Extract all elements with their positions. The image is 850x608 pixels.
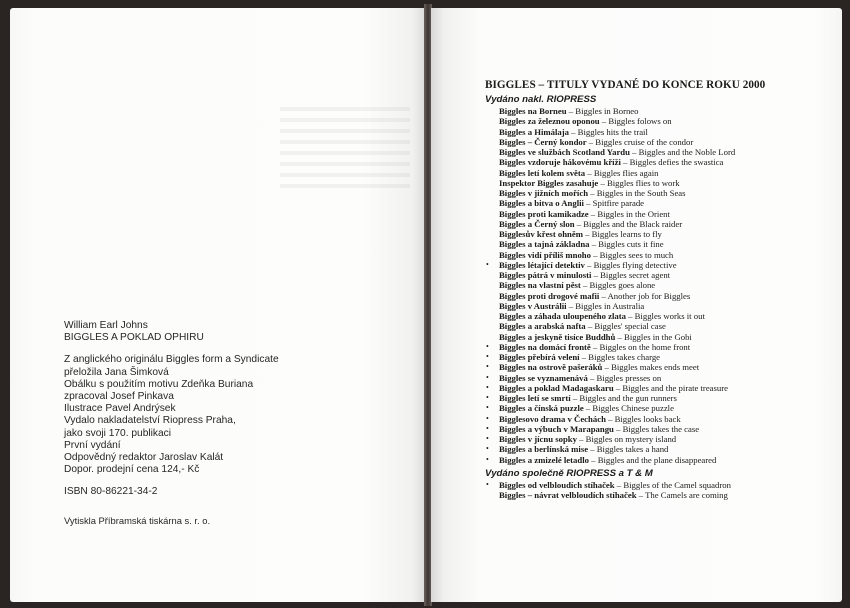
list-item: Biggles letí kolem světa – Biggles flies again bbox=[499, 167, 659, 178]
czech-title: Biggles od velbloudích stíhaček bbox=[499, 479, 615, 490]
list-item: Biggles na vlastní pěst – Biggles goes alone bbox=[499, 280, 656, 291]
czech-title: Biggles vidí příliš mnoho bbox=[499, 249, 591, 260]
czech-title: Biggles na domácí frontě bbox=[499, 341, 591, 352]
czech-title: Biggles a záhada uloupeného zlata bbox=[499, 311, 626, 321]
bullet-icon: • bbox=[486, 341, 489, 351]
original-title: Biggles in the South Seas bbox=[596, 188, 686, 198]
original-title: Biggles of the Camel squadron bbox=[623, 479, 731, 490]
credit-line: Z anglického originálu Biggles form a Syndicate bbox=[64, 354, 279, 366]
bullet-icon: • bbox=[486, 444, 489, 454]
czech-title: Biggles v Austrálii bbox=[499, 300, 567, 311]
credit-line: Vydalo nakladatelství Riopress Praha, bbox=[64, 415, 236, 427]
left-page bbox=[10, 8, 425, 602]
original-title: Biggles flies again bbox=[593, 167, 659, 178]
original-title: Biggles looks back bbox=[614, 413, 681, 424]
bullet-icon: • bbox=[486, 393, 489, 402]
original-title: Biggles in Australia bbox=[575, 300, 645, 311]
list-item: Biggles a bitva o Anglii – Spitfire parade bbox=[499, 198, 645, 209]
list-item: Bigglesův křest ohněm – Biggles learns to fly bbox=[499, 229, 662, 239]
bullet-icon: • bbox=[486, 479, 489, 489]
czech-title: Biggles proti drogové mafii bbox=[499, 290, 600, 301]
isbn: ISBN 80-86221-34-2 bbox=[64, 486, 158, 498]
list-item: • Biggles a zmizelé letadlo – Biggles and the plane disappeared bbox=[486, 454, 717, 465]
list-item: • Biggles a berlínská mise – Biggles takes a hand bbox=[486, 444, 669, 455]
czech-title: Biggles pátrá v minulosti bbox=[499, 270, 592, 280]
list-item: • Biggles a čínská puzzle – Biggles Chinese puzzle bbox=[486, 403, 674, 414]
section-title: Vydáno nakl. RIOPRESS bbox=[485, 94, 597, 105]
original-title: Biggles Chinese puzzle bbox=[592, 403, 674, 414]
list-item: Biggles v jižních mořích – Biggles in the South Seas bbox=[499, 188, 686, 198]
list-item: Biggles a Himálaja – Biggles hits the trail bbox=[499, 126, 648, 137]
bullet-icon: • bbox=[486, 372, 489, 382]
czech-title: Biggles a arabská nafta bbox=[499, 321, 586, 332]
list-item: Biggles na Borneu – Biggles in Borneo bbox=[499, 106, 639, 116]
original-title: Biggles in the Gobi bbox=[624, 331, 692, 342]
czech-title: Biggles létající detektiv bbox=[499, 259, 585, 270]
bullet-icon: • bbox=[486, 423, 489, 433]
credit-line: zpracoval Josef Pinkava bbox=[64, 391, 174, 403]
czech-title: Biggles ve službách Scotland Yardu bbox=[499, 147, 630, 157]
credit-line: Ilustrace Pavel Andrýsek bbox=[64, 403, 176, 415]
czech-title: Bigglesovo drama v Čechách bbox=[499, 413, 606, 424]
original-title: The Camels are coming bbox=[645, 490, 728, 500]
list-item: Biggles ve službách Scotland Yardu – Biggles and the Noble Lord bbox=[499, 147, 736, 157]
original-title: Biggles and the pirate treasure bbox=[622, 382, 729, 393]
list-item: • Biggles v jícnu sopky – Biggles on mystery island bbox=[486, 434, 677, 444]
list-item: Biggles a záhada uloupeného zlata – Biggles works it out bbox=[499, 311, 705, 321]
czech-title: Biggles proti kamikadze bbox=[499, 208, 589, 219]
czech-title: Biggles a poklad Madagaskaru bbox=[499, 382, 614, 393]
bullet-icon: • bbox=[486, 413, 489, 423]
credit-line: jako svoji 170. publikaci bbox=[64, 427, 172, 439]
list-item: Biggles vzdoruje hákovému kříži – Biggles defies the swastica bbox=[499, 157, 724, 168]
original-title: Biggles works it out bbox=[634, 311, 705, 321]
original-title: Biggles on the home front bbox=[599, 341, 691, 352]
title-list-content bbox=[485, 78, 835, 500]
czech-title: Biggles v jícnu sopky bbox=[499, 434, 577, 444]
original-title: Biggles takes a hand bbox=[596, 444, 669, 455]
original-title: Biggles presses on bbox=[596, 372, 662, 383]
czech-title: Biggles – návrat velbloudích stíhaček bbox=[499, 490, 637, 500]
original-title: Biggles makes ends meet bbox=[611, 362, 700, 373]
czech-title: Bigglesův křest ohněm bbox=[499, 229, 583, 239]
bullet-icon: • bbox=[486, 362, 489, 372]
czech-title: Biggles a čínská puzzle bbox=[499, 403, 584, 414]
original-title: Biggles on mystery island bbox=[585, 434, 677, 444]
list-item: Biggles vidí příliš mnoho – Biggles sees to much bbox=[499, 249, 674, 260]
credit-line: přeložila Jana Šimková bbox=[64, 366, 169, 378]
czech-title: Biggles a zmizelé letadlo bbox=[499, 454, 589, 465]
printer: Vytiskla Příbramská tiskárna s. r. o. bbox=[64, 514, 211, 526]
czech-title: Biggles a tajná základna bbox=[499, 239, 590, 250]
czech-title: Biggles se vyznamenává bbox=[499, 372, 588, 383]
list-item: Biggles proti drogové mafii – Another job for Biggles bbox=[499, 290, 691, 301]
bullet-icon: • bbox=[486, 454, 489, 464]
czech-title: Biggles v jižních mořích bbox=[499, 188, 589, 198]
original-title: Biggles cruise of the condor bbox=[595, 136, 694, 147]
original-title: Biggles defies the swastica bbox=[629, 157, 724, 168]
sections bbox=[485, 94, 835, 500]
czech-title: Biggles letí kolem světa bbox=[499, 167, 586, 178]
czech-title: Biggles a výbuch v Marapangu bbox=[499, 423, 614, 434]
colophon bbox=[64, 320, 394, 527]
original-title: Spitfire parade bbox=[592, 198, 645, 209]
list-item: Biggles v Austrálii – Biggles in Australia bbox=[499, 300, 645, 311]
czech-title: Biggles – Černý kondor bbox=[499, 136, 587, 147]
czech-title: Biggles a bitva o Anglii bbox=[499, 198, 584, 209]
original-title: Biggles in Borneo bbox=[575, 106, 639, 116]
original-title: Biggles cuts it fine bbox=[598, 239, 664, 250]
czech-title: Biggles a jeskyně tisíce Buddhů bbox=[499, 331, 616, 342]
czech-title: Biggles za železnou oponou bbox=[499, 116, 600, 127]
list-item: Biggles – Černý kondor – Biggles cruise of the condor bbox=[499, 136, 694, 147]
bullet-icon: • bbox=[486, 259, 489, 269]
czech-title: Biggles a Černý slon bbox=[499, 218, 575, 229]
list-item: Biggles – návrat velbloudích stíhaček – The Camels are coming bbox=[499, 490, 728, 500]
czech-title: Biggles na Borneu bbox=[499, 106, 567, 116]
bullet-icon: • bbox=[486, 382, 489, 392]
czech-title: Biggles a berlínská mise bbox=[499, 444, 589, 455]
list-item: • Biggles letí se smrtí – Biggles and the gun runners bbox=[486, 393, 677, 403]
list-item: Inspektor Biggles zasahuje – Biggles flies to work bbox=[499, 177, 680, 188]
bullet-icon: • bbox=[486, 352, 489, 361]
original-title: Biggles goes alone bbox=[589, 280, 656, 291]
show-through-text bbox=[280, 100, 410, 195]
czech-title: Biggles letí se smrtí bbox=[499, 393, 571, 403]
czech-title: Biggles na ostrově pašeráků bbox=[499, 362, 603, 373]
book-title: BIGGLES A POKLAD OPHIRU bbox=[64, 332, 204, 344]
original-title: Biggles hits the trail bbox=[577, 126, 648, 137]
credit-line: Dopor. prodejní cena 124,- Kč bbox=[64, 464, 200, 476]
list-item: • Bigglesovo drama v Čechách – Biggles looks back bbox=[486, 413, 681, 424]
czech-title: Biggles a Himálaja bbox=[499, 126, 569, 137]
list-item: • Biggles a výbuch v Marapangu – Biggles takes the case bbox=[486, 423, 700, 434]
list-item: • Biggles na domácí frontě – Biggles on the home front bbox=[486, 341, 691, 352]
credit-line: Odpovědný redaktor Jaroslav Kalát bbox=[64, 452, 224, 464]
list-item: Biggles a jeskyně tisíce Buddhů – Biggles in the Gobi bbox=[499, 331, 692, 342]
original-title: Biggles and the Noble Lord bbox=[638, 147, 736, 157]
original-title: Biggles takes the case bbox=[622, 423, 700, 434]
list-item: Biggles pátrá v minulosti – Biggles secret agent bbox=[499, 270, 671, 280]
list-item: • Biggles od velbloudích stíhaček – Biggles of the Camel squadron bbox=[486, 479, 731, 490]
original-title: Biggles secret agent bbox=[600, 270, 671, 280]
list-item: Biggles proti kamikadze – Biggles in the Orient bbox=[499, 208, 670, 219]
original-title: Biggles sees to much bbox=[599, 249, 674, 260]
list-item: Biggles za železnou oponou – Biggles folows on bbox=[499, 116, 672, 127]
credit-line: Obálku s použitím motivu Zdeňka Buriana bbox=[64, 378, 254, 390]
original-title: Another job for Biggles bbox=[607, 290, 691, 301]
original-title: Biggles flying detective bbox=[593, 259, 677, 270]
list-item: • Biggles a poklad Madagaskaru – Biggles and the pirate treasure bbox=[486, 382, 729, 393]
right-page bbox=[431, 8, 842, 602]
list-item: • Biggles létající detektiv – Biggles flying detective bbox=[486, 259, 677, 270]
czech-title: Biggles přebírá velení bbox=[499, 352, 580, 362]
credit-line: První vydání bbox=[64, 439, 121, 451]
original-title: Biggles folows on bbox=[608, 116, 672, 127]
original-title: Biggles and the Black raider bbox=[583, 218, 683, 229]
czech-title: Biggles na vlastní pěst bbox=[499, 280, 581, 291]
list-item: Biggles a tajná základna – Biggles cuts it fine bbox=[499, 239, 664, 250]
original-title: Biggles in the Orient bbox=[597, 208, 670, 219]
original-title: Biggles learns to fly bbox=[591, 229, 662, 239]
title-list bbox=[485, 106, 835, 465]
original-title: Biggles flies to work bbox=[606, 177, 680, 188]
author: William Earl Johns bbox=[64, 320, 148, 331]
list-item: • Biggles se vyznamenává – Biggles presses on bbox=[486, 372, 662, 383]
czech-title: Biggles vzdoruje hákovému kříži bbox=[499, 157, 621, 168]
bullet-icon: • bbox=[486, 403, 489, 413]
bullet-icon: • bbox=[486, 434, 489, 443]
czech-title: Inspektor Biggles zasahuje bbox=[499, 177, 599, 188]
list-item: • Biggles přebírá velení – Biggles takes charge bbox=[486, 352, 661, 362]
list-item: • Biggles na ostrově pašeráků – Biggles makes ends meet bbox=[486, 362, 700, 373]
credits bbox=[64, 354, 394, 476]
section-title: Vydáno společně RIOPRESS a T & M bbox=[485, 467, 653, 479]
original-title: Biggles and the plane disappeared bbox=[597, 454, 717, 465]
original-title: Biggles takes charge bbox=[588, 352, 661, 362]
list-heading: BIGGLES – TITULY VYDANÉ DO KONCE ROKU 2000 bbox=[485, 79, 766, 91]
original-title: Biggles' special case bbox=[594, 321, 666, 332]
original-title: Biggles and the gun runners bbox=[579, 393, 677, 403]
list-item: Biggles a arabská nafta – Biggles' special case bbox=[499, 321, 666, 332]
title-list bbox=[485, 480, 835, 501]
list-item: Biggles a Černý slon – Biggles and the Black raider bbox=[499, 218, 683, 229]
